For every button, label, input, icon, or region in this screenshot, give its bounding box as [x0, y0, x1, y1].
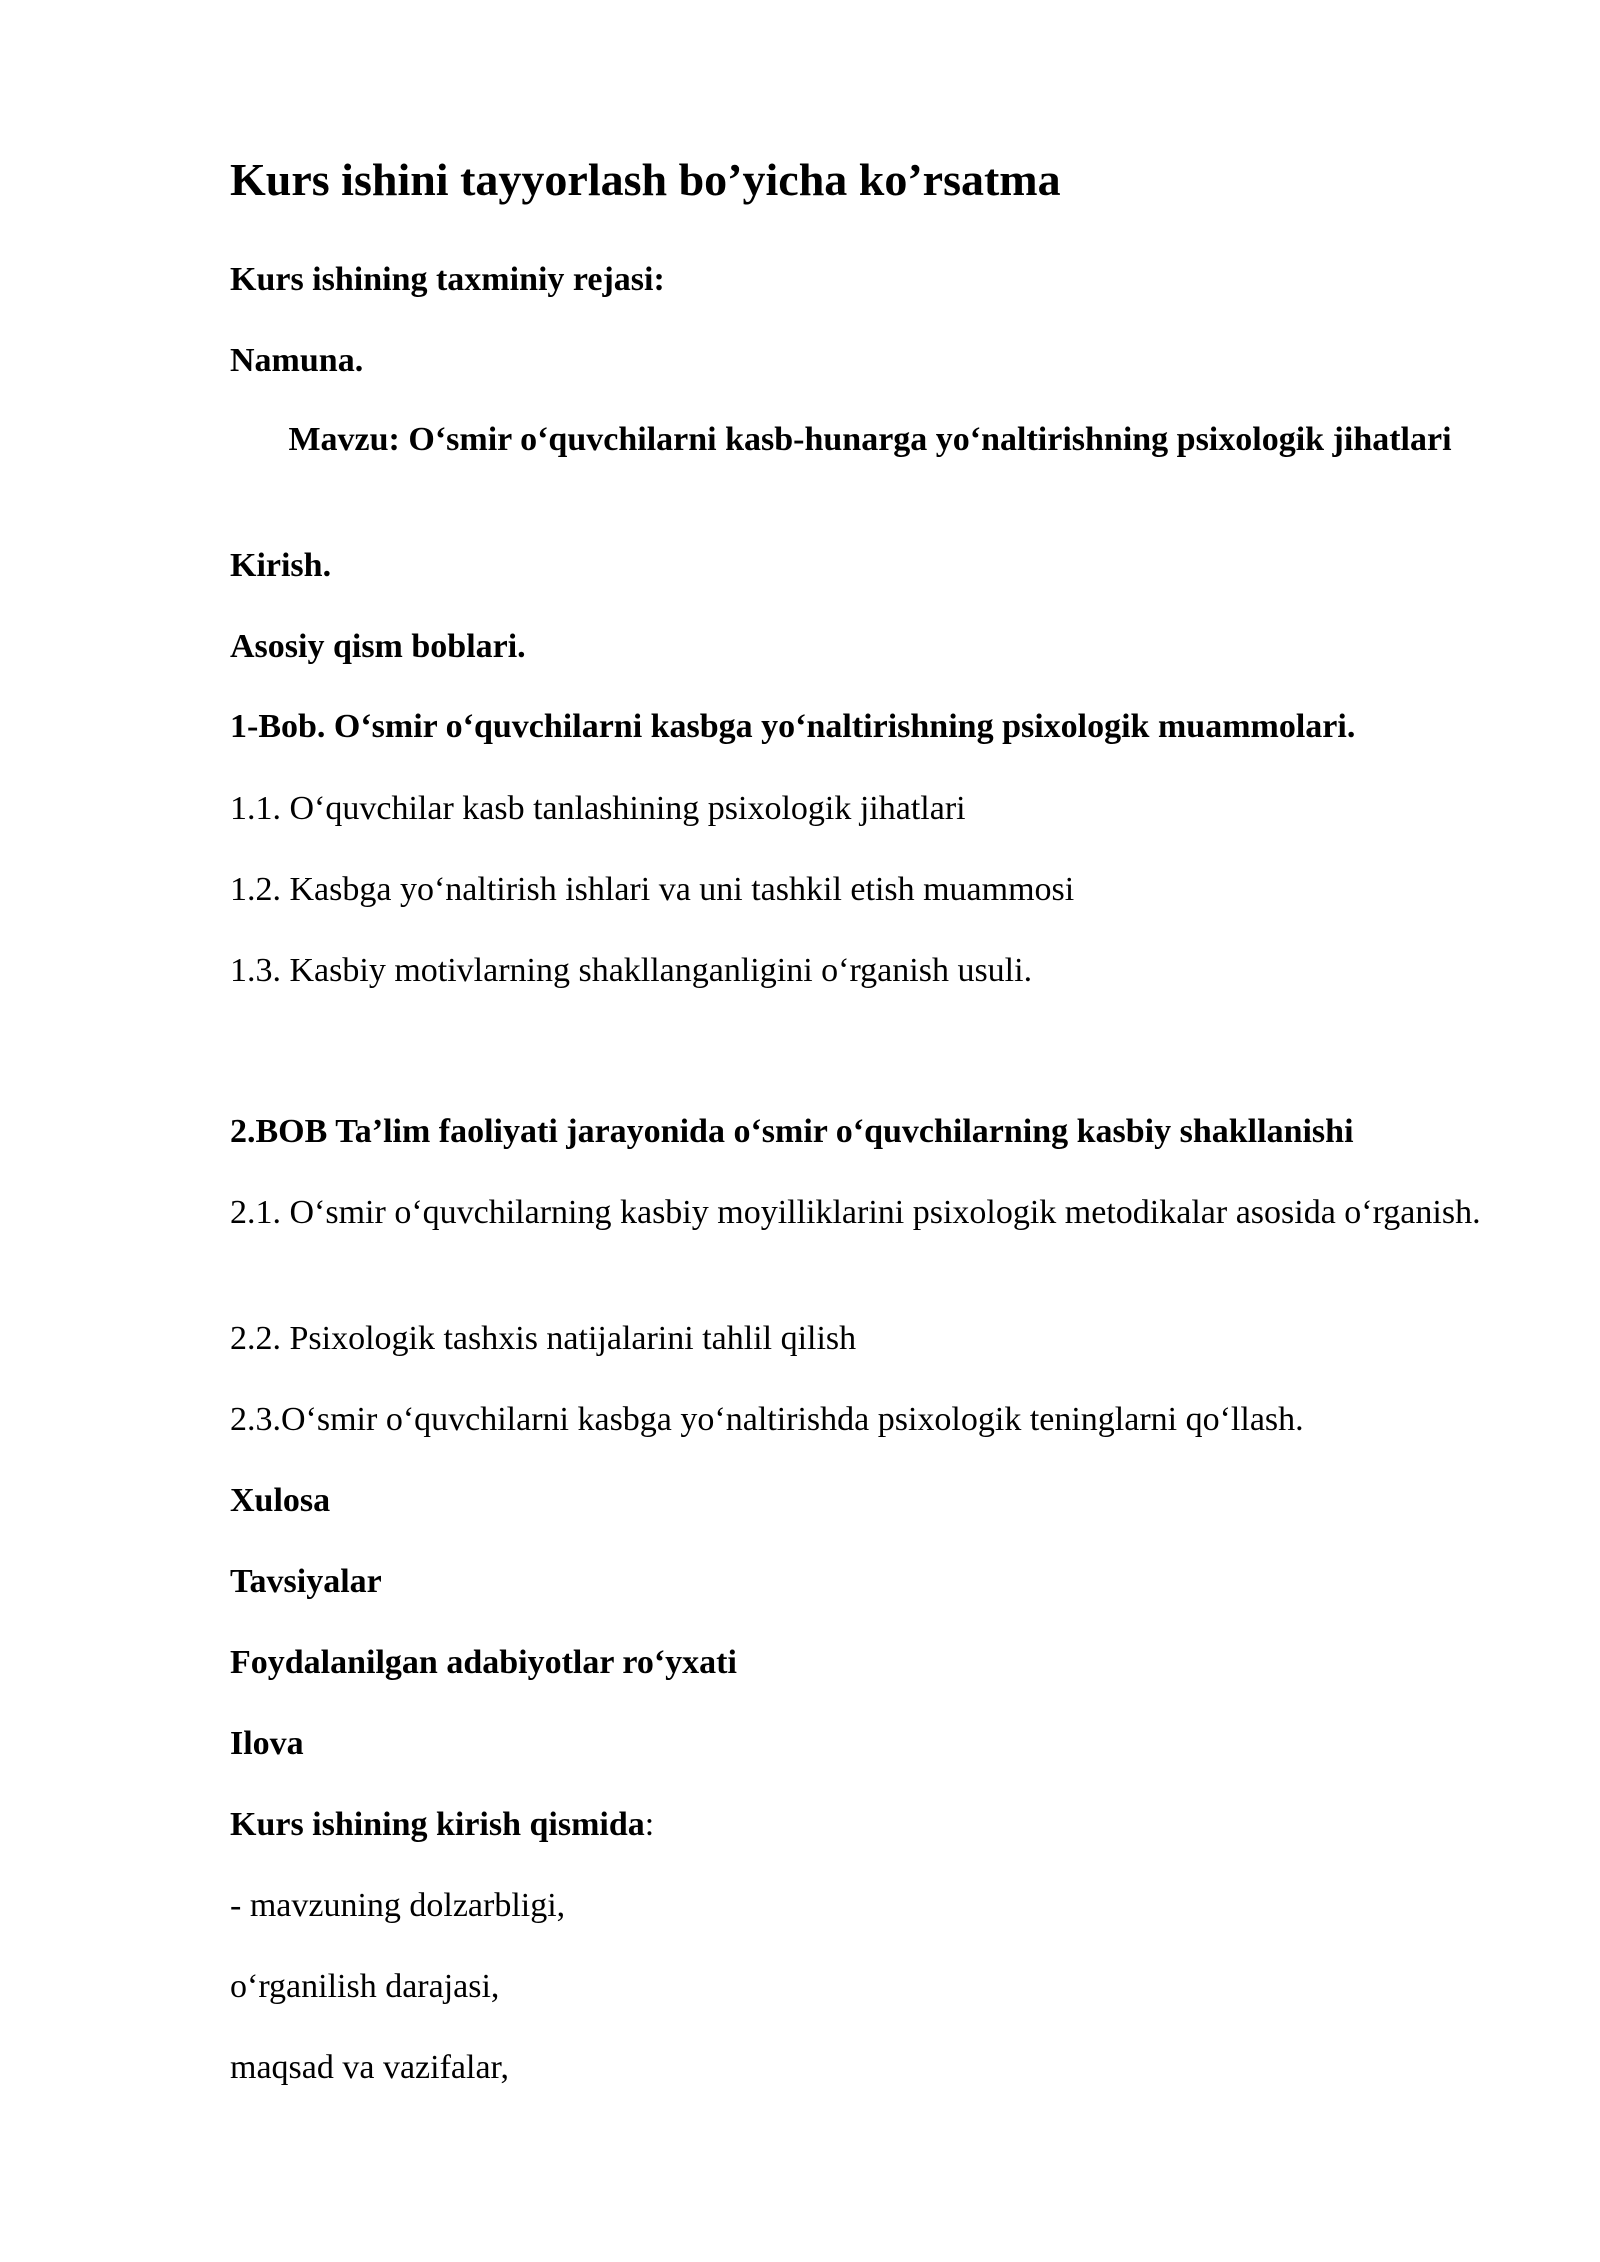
intro-item-relevance: - mavzuning dolzarbligi,: [230, 1887, 566, 1924]
section-2-2: 2.2. Psixologik tashxis natijalarini tahlil qilish: [230, 1320, 857, 1357]
intro-item-study-level: o‘rganilish darajasi,: [230, 1968, 500, 2005]
references-heading: Foydalanilgan adabiyotlar ro‘yxati: [230, 1644, 737, 1681]
appendix-heading: Ilova: [230, 1725, 304, 1762]
intro-part-colon: :: [644, 1806, 655, 1843]
intro-heading: Kirish.: [230, 547, 332, 584]
section-1-1: 1.1. O‘quvchilar kasb tanlashining psixologik jihatlari: [230, 790, 966, 827]
section-2-3: 2.3.O‘smir o‘quvchilarni kasbga yo‘naltirishda psixologik teninglarni qo‘llash.: [230, 1401, 1304, 1438]
topic-heading: Mavzu: O‘smir o‘quvchilarni kasb-hunarga yo‘naltirishning psixologik jihatlari: [288, 421, 1452, 458]
sample-label: Namuna.: [230, 342, 364, 379]
main-chapters-heading: Asosiy qism boblari.: [230, 628, 526, 665]
document-title: Kurs ishini tayyorlash bo’yicha ko’rsatma: [230, 154, 1061, 205]
chapter-1-title: 1-Bob. O‘smir o‘quvchilarni kasbga yo‘naltirishning psixologik muammolari.: [230, 708, 1356, 745]
section-1-3: 1.3. Kasbiy motivlarning shakllanganligini o‘rganish usuli.: [230, 952, 1033, 989]
chapter-2-title: 2.BOB Ta’lim faoliyati jarayonida o‘smir o‘quvchilarning kasbiy shakllanishi: [230, 1113, 1354, 1150]
recommendations-heading: Tavsiyalar: [230, 1563, 382, 1600]
intro-part-heading: [230, 1803, 1495, 1847]
plan-heading: Kurs ishining taxminiy rejasi:: [230, 261, 665, 298]
intro-part-heading-text: Kurs ishining kirish qismida: [230, 1806, 645, 1843]
section-2-1: 2.1. O‘smir o‘quvchilarning kasbiy moyilliklarini psixologik metodikalar asosida o‘rganish.: [230, 1194, 1481, 1231]
intro-item-goals: maqsad va vazifalar,: [230, 2049, 509, 2086]
conclusion-heading: Xulosa: [230, 1482, 331, 1519]
section-1-2: 1.2. Kasbga yo‘naltirish ishlari va uni tashkil etish muammosi: [230, 871, 1075, 908]
